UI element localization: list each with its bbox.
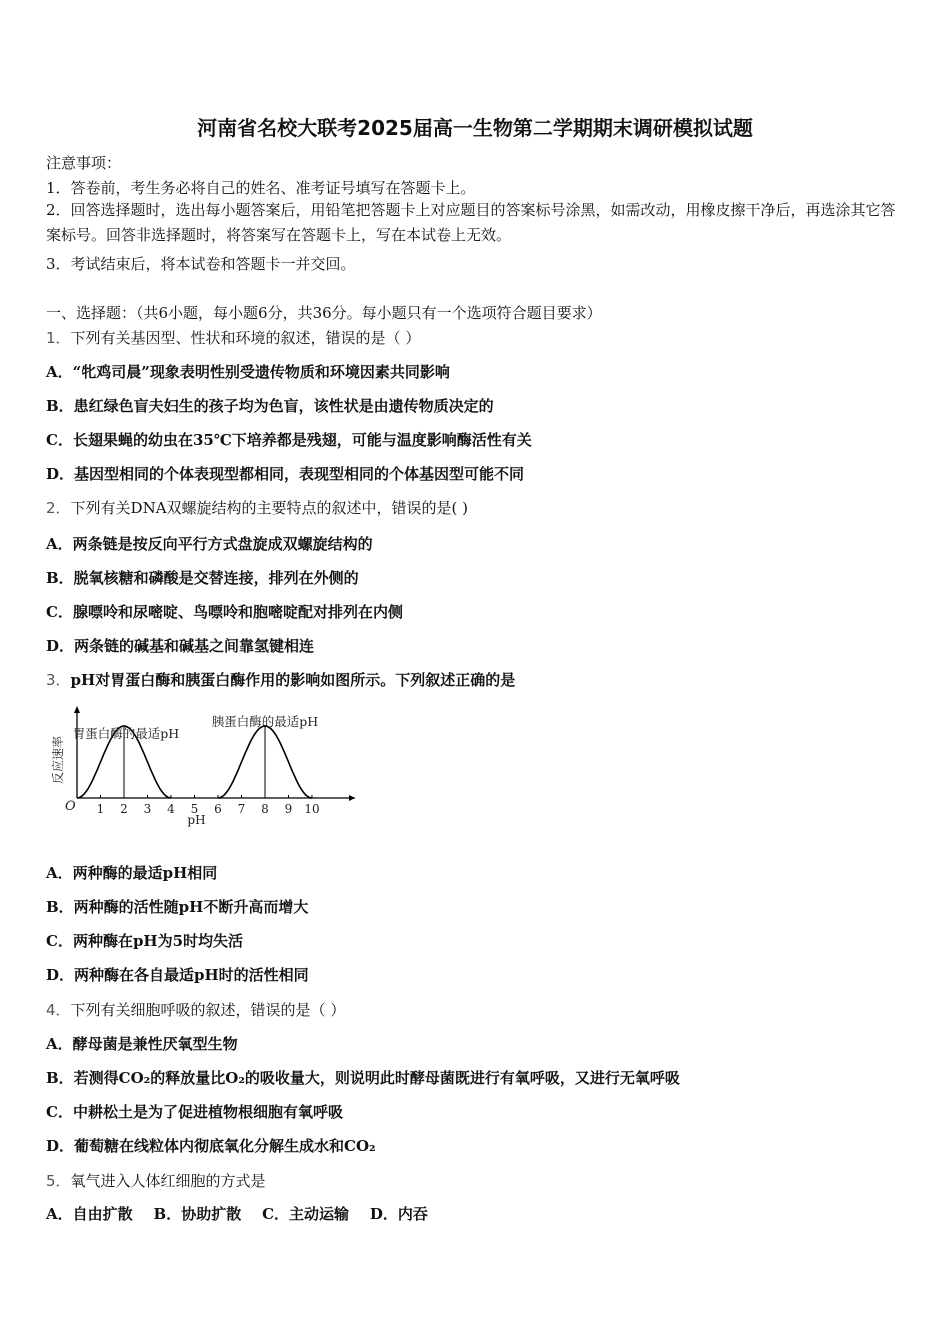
option: C．长翅果蝇的幼虫在35℃下培养都是残翅，可能与温度影响酶活性有关 bbox=[46, 431, 532, 449]
question-1 bbox=[46, 327, 420, 348]
option: B．两种酶的活性随pH不断升高而增大 bbox=[46, 898, 309, 916]
section-heading: 一、选择题：（共6小题，每小题6分，共36分。每小题只有一个选项符合题目要求） bbox=[46, 304, 602, 322]
ph-enzyme-chart bbox=[50, 702, 370, 834]
question-stem: 下列有关细胞呼吸的叙述，错误的是（ ） bbox=[70, 1001, 346, 1019]
option: C．两种酶在pH为5时均失活 bbox=[46, 932, 244, 950]
option: B．脱氧核糖和磷酸是交替连接，排列在外侧的 bbox=[46, 569, 359, 587]
x-axis-arrow bbox=[349, 795, 355, 801]
x-axis-label: pH bbox=[187, 813, 206, 827]
x-tick-label: 6 bbox=[214, 802, 222, 816]
y-axis-label: 反应速率 bbox=[51, 735, 65, 785]
x-tick-label: 8 bbox=[261, 802, 269, 816]
option: D．两条链的碱基和碱基之间靠氢键相连 bbox=[46, 637, 315, 655]
x-tick-label: 3 bbox=[143, 802, 152, 816]
note-item: 2．回答选择题时，选出每小题答案后，用铅笔把答题卡上对应题目的答案标号涂黑，如需改动，用橡皮擦干净后，再选涂其它答案标号。回答非选择题时，将答案写在答题卡上，写在本试卷上无效。 bbox=[46, 201, 896, 244]
page-title: 河南省名校大联考2025届高一生物第二学期期末调研模拟试题 bbox=[197, 116, 753, 140]
option: A．酵母菌是兼性厌氧型生物 bbox=[46, 1035, 238, 1053]
option: C．中耕松土是为了促进植物根细胞有氧呼吸 bbox=[46, 1103, 343, 1121]
question-number: 5． bbox=[46, 1172, 71, 1190]
x-tick-label: 10 bbox=[304, 802, 320, 816]
options-inline: A．自由扩散 B．协助扩散 C．主动运输 D．内吞 bbox=[46, 1205, 428, 1223]
question-number: 2． bbox=[46, 499, 71, 517]
x-tick-label: 7 bbox=[237, 802, 246, 816]
note-item: 1．答卷前，考生务必将自己的姓名、准考证号填写在答题卡上。 bbox=[46, 179, 476, 197]
option: A．两条链是按反向平行方式盘旋成双螺旋结构的 bbox=[46, 535, 373, 553]
x-tick-label: 1 bbox=[96, 802, 105, 816]
question-4 bbox=[46, 999, 345, 1020]
question-stem: 氧气进入人体红细胞的方式是 bbox=[70, 1172, 266, 1190]
y-axis-arrow bbox=[74, 706, 80, 713]
x-tick-label: 2 bbox=[120, 802, 128, 816]
question-number: 4． bbox=[46, 1001, 71, 1019]
option: D．葡萄糖在线粒体内彻底氧化分解生成水和CO₂ bbox=[46, 1137, 376, 1155]
question-2 bbox=[46, 497, 468, 518]
note-item: 3．考试结束后，将本试卷和答题卡一并交回。 bbox=[46, 255, 356, 273]
option: D．两种酶在各自最适pH时的活性相同 bbox=[46, 966, 309, 984]
question-stem: 下列有关基因型、性状和环境的叙述，错误的是（ ） bbox=[70, 329, 421, 347]
question-stem: 下列有关DNA双螺旋结构的主要特点的叙述中，错误的是( ) bbox=[70, 499, 469, 517]
x-tick-label: 5 bbox=[190, 802, 199, 816]
question-3 bbox=[46, 669, 515, 690]
option: A．两种酶的最适pH相同 bbox=[46, 864, 218, 882]
question-number: 1． bbox=[46, 329, 71, 347]
question-5 bbox=[46, 1170, 266, 1191]
x-tick-label: 4 bbox=[167, 802, 175, 816]
series-label: 胰蛋白酶的最适pH bbox=[211, 714, 319, 729]
question-number: 3． bbox=[46, 671, 71, 689]
x-tick-label: 9 bbox=[284, 802, 293, 816]
origin-label: O bbox=[65, 799, 76, 814]
series-label: 胃蛋白酶的最适pH bbox=[72, 726, 180, 741]
option: D．基因型相同的个体表现型都相同，表现型相同的个体基因型可能不同 bbox=[46, 465, 525, 483]
question-stem: pH对胃蛋白酶和胰蛋白酶作用的影响如图所示。下列叙述正确的是 bbox=[70, 671, 516, 689]
option: A．“牝鸡司晨”现象表明性别受遗传物质和环境因素共同影响 bbox=[46, 363, 450, 381]
notes-heading: 注意事项： bbox=[46, 154, 122, 172]
option: C．腺嘌呤和尿嘧啶、鸟嘌呤和胞嘧啶配对排列在内侧 bbox=[46, 603, 403, 621]
option: B．患红绿色盲夫妇生的孩子均为色盲，该性状是由遗传物质决定的 bbox=[46, 397, 494, 415]
option: B．若测得CO₂的释放量比O₂的吸收量大，则说明此时酵母菌既进行有氧呼吸，又进行无氧呼吸 bbox=[46, 1069, 680, 1087]
